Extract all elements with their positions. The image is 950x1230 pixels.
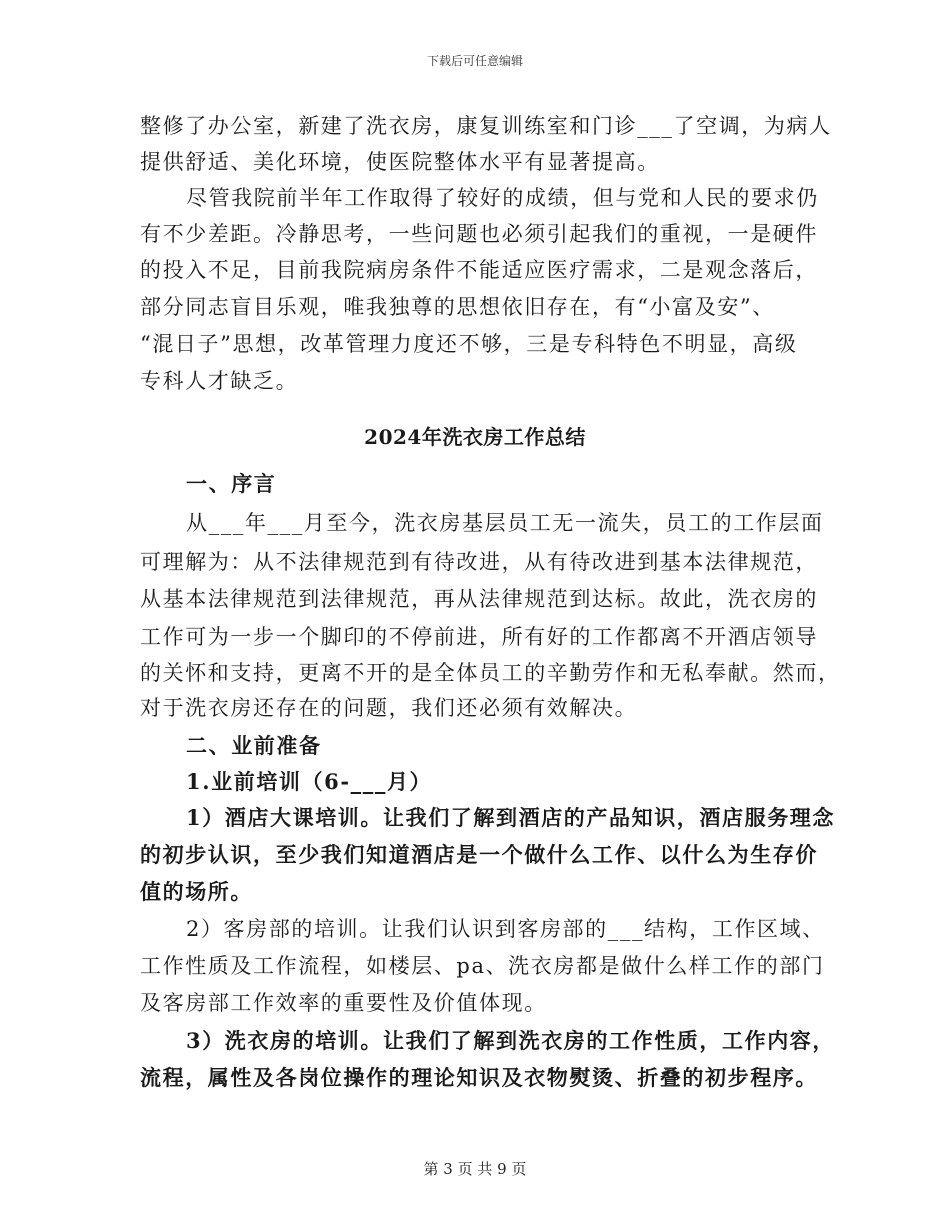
paragraph-line: 部分同志盲目乐观，唯我独尊的思想依旧存在，有“小富及安”、 <box>140 295 775 319</box>
section-heading: 一、序言 <box>186 471 277 496</box>
training-item: 及客房部工作效率的重要性及价值体现。 <box>140 991 547 1015</box>
paragraph-line: “混日子”思想，改革管理力度还不够，三是专科特色不明显，高级 <box>140 332 798 356</box>
paragraph-line: 可理解为：从不法律规范到有待改进，从有待改进到基本法律规范， <box>140 550 818 574</box>
training-item-bold: 流程，属性及各岗位操作的理论知识及衣物熨烫、折叠的初步程序。 <box>140 1065 818 1090</box>
paragraph-line: 专科人才缺乏。 <box>140 369 299 393</box>
training-item-bold: 3）洗衣房的培训。让我们了解到洗衣房的工作性质，工作内容， <box>186 1028 836 1053</box>
paragraph-line: 工作可为一步一个脚印的不停前进，所有好的工作都离不开酒店领导 <box>140 625 818 649</box>
paragraph-line: 的关怀和支持，更离不开的是全体员工的辛勤劳作和无私奉献。然而， <box>140 661 841 685</box>
paragraph-line: 整修了办公室，新建了洗衣房，康复训练室和门诊___了空调，为病人 <box>140 114 832 138</box>
page-header: 下载后可任意编辑 <box>426 54 523 68</box>
training-item: 2）客房部的培训。让我们认识到客房部的___结构，工作区域、 <box>186 917 825 941</box>
paragraph-line: 有不少差距。冷静思考，一些问题也必须引起我们的重视，一是硬件 <box>140 222 818 246</box>
paragraph-line: 提供舒适、美化环境，使医院整体水平有显著提高。 <box>140 150 660 174</box>
training-item-bold: 的初步认识，至少我们知道酒店是一个做什么工作、以什么为生存价 <box>140 842 818 867</box>
paragraph-line: 从基本法律规范到法律规范，再从法律规范到达标。故此，洗衣房的 <box>140 587 818 611</box>
paragraph-line: 对于洗衣房还存在的问题，我们还必须有效解决。 <box>140 696 638 720</box>
paragraph-line: 的投入不足，目前我院病房条件不能适应医疗需求，二是观念落后， <box>140 258 818 282</box>
section-heading: 二、业前准备 <box>186 733 322 758</box>
paragraph-line: 从___年___月至今，洗衣房基层员工无一流失，员工的工作层面 <box>186 511 824 535</box>
training-item-bold: 1）酒店大课培训。让我们了解到酒店的产品知识，酒店服务理念 <box>186 805 836 830</box>
subsection-heading: 1.业前培训（6-___月） <box>186 769 433 794</box>
document-title: 2024年洗衣房工作总结 <box>364 425 586 449</box>
page-number-footer: 第 3 页 共 9 页 <box>423 1160 527 1178</box>
paragraph-line: 尽管我院前半年工作取得了较好的成绩，但与党和人民的要求仍 <box>186 186 819 210</box>
training-item: 工作性质及工作流程，如楼层、pa、洗衣房都是做什么样工作的部门 <box>140 954 825 978</box>
training-item-bold: 值的场所。 <box>140 879 253 904</box>
